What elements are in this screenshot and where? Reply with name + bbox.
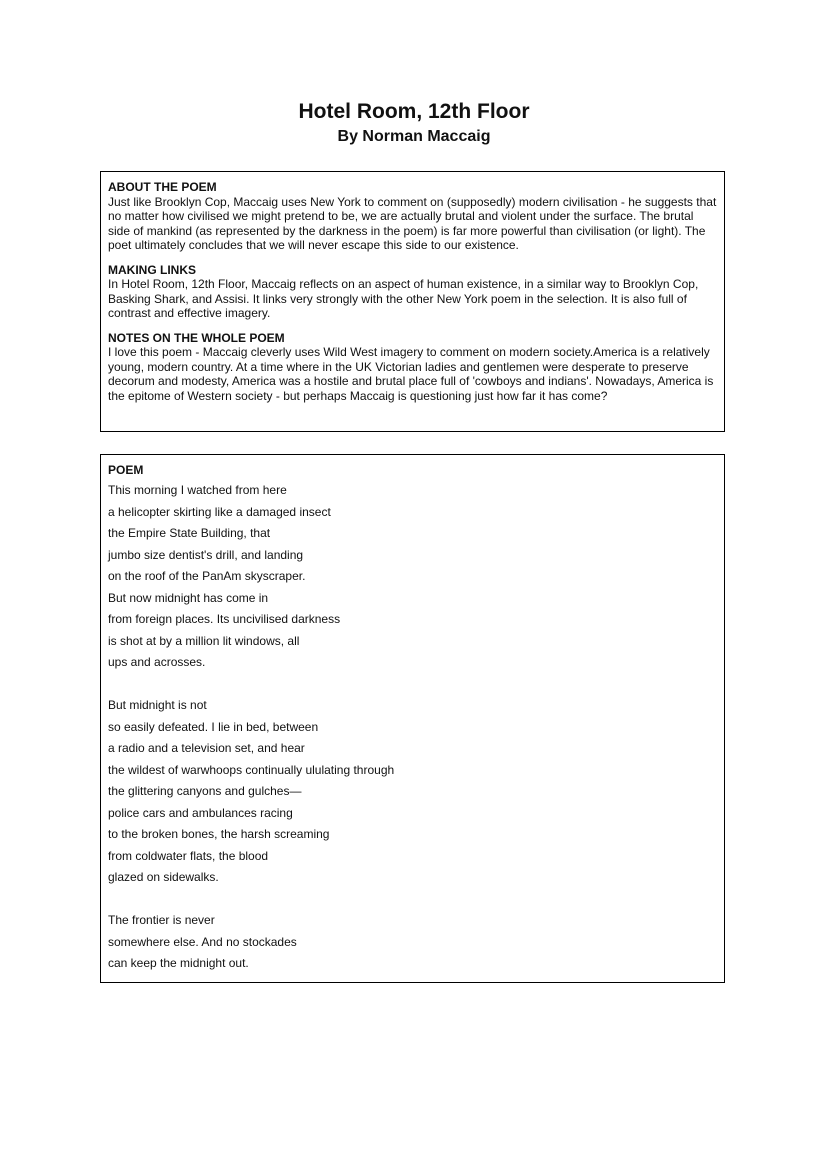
poem-line: from foreign places. Its uncivilised darkness <box>108 612 341 626</box>
notes-section <box>108 331 717 404</box>
poem-line: the wildest of warwhoops continually ululating through <box>108 762 395 777</box>
poem-line: This morning I watched from here <box>108 483 287 497</box>
poem-line: jumbo size dentist's drill, and landing <box>108 547 304 562</box>
poem-stanza-3 <box>108 910 717 975</box>
poem-line: is shot at by a million lit windows, all <box>108 633 300 648</box>
poem-line: a helicopter skirting like a damaged insect <box>108 504 331 519</box>
poem-line: to the broken bones, the harsh screaming <box>108 827 330 841</box>
about-heading: ABOUT THE POEM <box>108 180 217 194</box>
poem-heading: POEM <box>108 463 144 477</box>
poem-line: the Empire State Building, that <box>108 526 271 540</box>
poem-line: ups and acrosses. <box>108 655 206 669</box>
poem-line: on the roof of the PanAm skyscraper. <box>108 569 306 583</box>
stanza-break <box>108 889 717 911</box>
poem-line: police cars and ambulances racing <box>108 805 293 820</box>
poem-line: But midnight is not <box>108 698 207 712</box>
poem-stanza-1 <box>108 480 717 674</box>
poem-box <box>100 454 725 983</box>
notes-body: I love this poem - Maccaig cleverly uses Wild West imagery to comment on modern society.America is a relatively young, modern country. At a time where in the UK Victorian ladies and gentlemen were desperate to preserve decorum and modesty, America was a hostile and brutal place full of 'cowboys and indians'. Nowadays, America is the epitome of Western society - but perhaps Maccaig is questioning just how far it has come? <box>108 345 714 403</box>
poem-line: But now midnight has come in <box>108 590 269 605</box>
poem-line: somewhere else. And no stockades <box>108 934 297 949</box>
page-title: Hotel Room, 12th Floor <box>298 100 530 123</box>
poem-line: from coldwater flats, the blood <box>108 848 269 863</box>
stanza-break <box>108 674 717 696</box>
poem-line: glazed on sidewalks. <box>108 870 219 884</box>
about-body: Just like Brooklyn Cop, Maccaig uses New York to comment on (supposedly) modern civilisation - he suggests that no matter how civilised we might pretend to be, we are actually brutal and violent under the surface. The brutal side of mankind (as represented by the darkness in the poem) is far more powerful than civilisation (or light). The poet ultimately concludes that we will never escape this side to our existence. <box>108 194 717 252</box>
links-section <box>108 263 717 321</box>
links-heading: MAKING LINKS <box>108 262 196 277</box>
poem-line: the glittering canyons and gulches— <box>108 784 302 798</box>
notes-heading: NOTES ON THE WHOLE POEM <box>108 330 285 345</box>
poem-line: The frontier is never <box>108 913 215 927</box>
poem-line: a radio and a television set, and hear <box>108 741 305 755</box>
links-body: In Hotel Room, 12th Floor, Maccaig reflects on an aspect of human existence, in a similar way to Brooklyn Cop, Basking Shark, and Assisi. It links very strongly with the other New York poem in the selection. It is also full of contrast and effective imagery. <box>108 277 699 320</box>
info-box <box>100 171 725 432</box>
page-subtitle: By Norman Maccaig <box>337 128 491 145</box>
about-section <box>108 180 717 253</box>
poem-stanza-2 <box>108 695 717 889</box>
poem-line: so easily defeated. I lie in bed, between <box>108 719 319 734</box>
poem-line: can keep the midnight out. <box>108 956 249 970</box>
